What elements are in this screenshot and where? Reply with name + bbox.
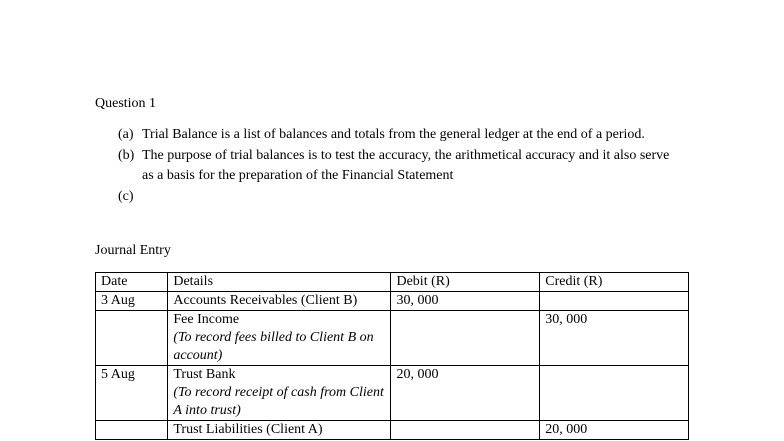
- account-name: Trust Bank: [173, 367, 236, 382]
- column-header-details: Details: [168, 273, 391, 292]
- cell-date: 3 Aug: [96, 292, 168, 311]
- cell-debit: [391, 311, 540, 366]
- cell-credit: 20, 000: [540, 421, 689, 440]
- answer-text: [142, 189, 146, 204]
- answer-marker: (a): [118, 127, 134, 142]
- column-header-date: Date: [96, 273, 168, 292]
- entry-narration: (To record fees billed to Client B on account): [173, 330, 374, 363]
- column-header-debit: Debit (R): [391, 273, 540, 292]
- answer-marker: (c): [118, 188, 134, 204]
- account-name: Accounts Receivables (Client B): [173, 293, 358, 308]
- answer-text: Trial Balance is a list of balances and totals from the general ledger at the end of a period.: [142, 127, 645, 142]
- answer-marker: (b): [118, 147, 135, 163]
- table-row: [96, 421, 689, 440]
- account-name: Fee Income: [173, 312, 240, 327]
- journal-heading: Journal Entry: [95, 243, 171, 258]
- cell-credit: [540, 366, 689, 421]
- entry-narration: (To record receipt of cash from Client A into trust): [173, 385, 384, 418]
- cell-details: [168, 311, 391, 366]
- cell-details: [168, 366, 391, 421]
- answer-item-c: [118, 187, 678, 208]
- answer-item-a: [118, 125, 678, 146]
- cell-date: [96, 421, 168, 440]
- cell-date: 5 Aug: [96, 366, 168, 421]
- cell-date: [96, 311, 168, 366]
- table-row: [96, 292, 689, 311]
- answer-item-b: [118, 146, 678, 187]
- column-header-credit: Credit (R): [540, 273, 689, 292]
- cell-details: [168, 292, 391, 311]
- table-row: [96, 311, 689, 366]
- journal-table: [95, 272, 689, 440]
- cell-debit: 30, 000: [391, 292, 540, 311]
- cell-credit: 30, 000: [540, 311, 689, 366]
- answer-text: The purpose of trial balances is to test the accuracy, the arithmetical accuracy and it also serve as a basis for the preparation of the Financial Statement: [142, 147, 670, 183]
- cell-credit: [540, 292, 689, 311]
- account-name: Trust Liabilities (Client A): [173, 422, 323, 437]
- cell-details: [168, 421, 391, 440]
- table-row: [96, 366, 689, 421]
- answer-list: [118, 125, 678, 207]
- cell-debit: [391, 421, 540, 440]
- question-title: Question 1: [95, 96, 157, 111]
- cell-debit: 20, 000: [391, 366, 540, 421]
- table-header-row: [96, 273, 689, 292]
